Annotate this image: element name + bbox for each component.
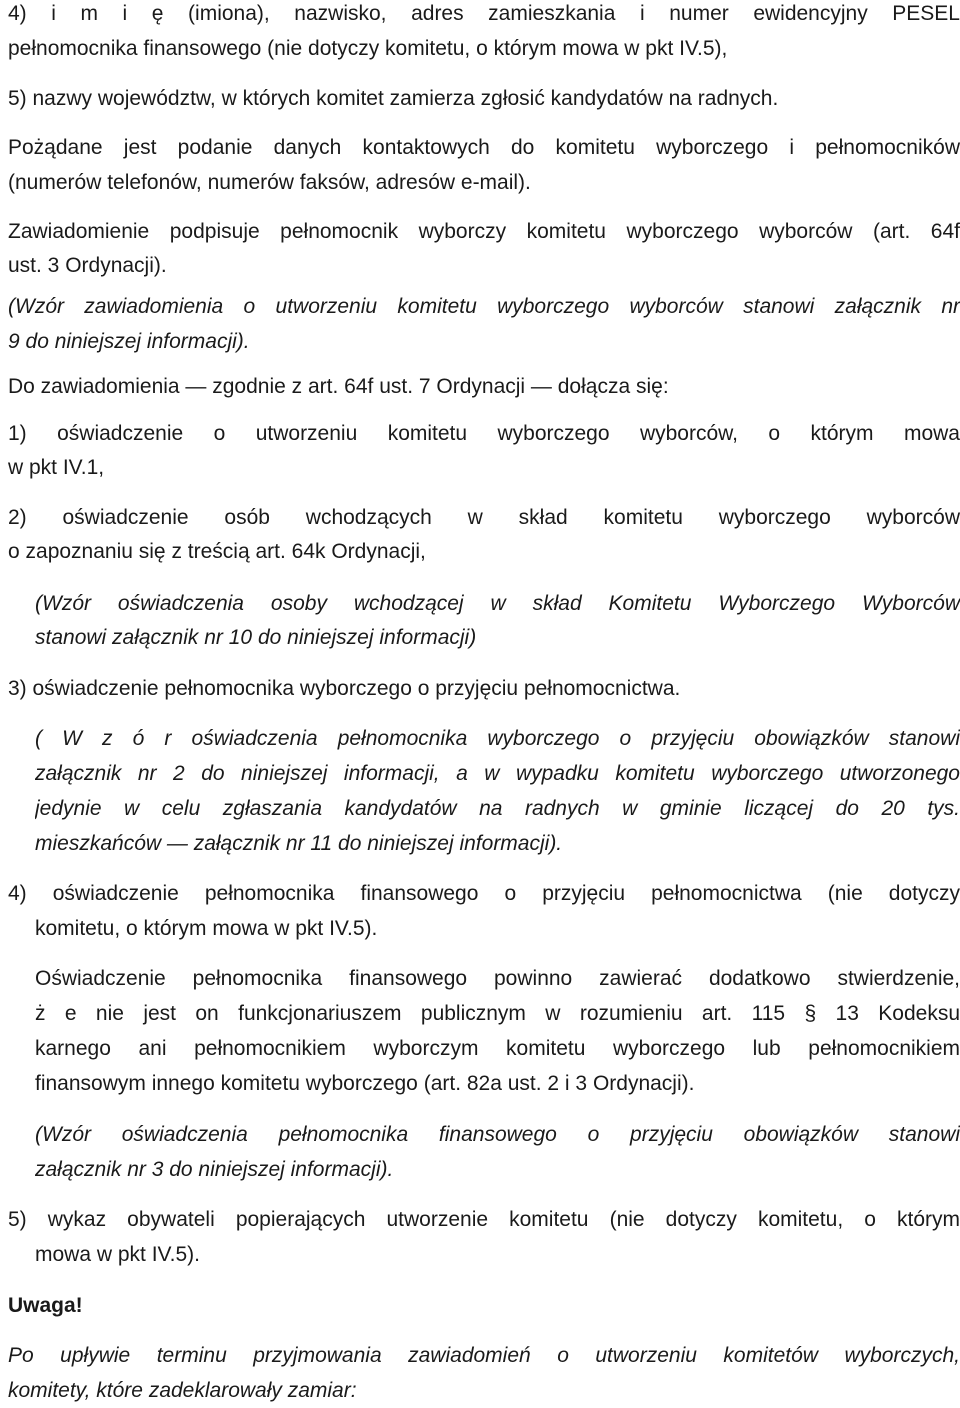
- text-line: 5) nazwy województw, w których komitet zamierza zgłosić kandydatów na radnych.: [8, 87, 779, 110]
- text-line: karnego ani pełnomocnikiem wyborczym komitetu wyborczego lub pełnomocnikiem: [35, 1037, 960, 1060]
- italic-line: Po upływie terminu przyjmowania zawiadomień o utworzeniu komitetów wyborczych,: [8, 1344, 960, 1367]
- italic-line: załącznik nr 2 do niniejszej informacji, a w wypadku komitetu wyborczego utworzonego: [35, 762, 960, 785]
- italic-line: załącznik nr 3 do niniejszej informacji).: [35, 1158, 394, 1181]
- italic-line: (Wzór oświadczenia pełnomocnika finansowego o przyjęciu obowiązków stanowi: [35, 1123, 960, 1146]
- text-line: Pożądane jest podanie danych kontaktowych do komitetu wyborczego i pełnomocników: [8, 136, 960, 159]
- list-item-continuation: komitetu, o którym mowa w pkt IV.5).: [35, 917, 378, 940]
- list-item: 1) oświadczenie o utworzeniu komitetu wyborczego wyborców, o którym mowa: [8, 422, 960, 445]
- text-line: ż e nie jest on funkcjonariuszem publicznym w rozumieniu art. 115 § 13 Kodeksu: [35, 1002, 960, 1025]
- italic-line: komitety, które zadeklarowały zamiar:: [8, 1379, 357, 1402]
- text-line: Oświadczenie pełnomocnika finansowego powinno zawierać dodatkowo stwierdzenie,: [35, 967, 960, 990]
- list-item-continuation: w pkt IV.1,: [8, 456, 105, 479]
- italic-line: (Wzór zawiadomienia o utworzeniu komitetu wyborczego wyborców stanowi załącznik nr: [8, 295, 960, 318]
- list-item: 3) oświadczenie pełnomocnika wyborczego o przyjęciu pełnomocnictwa.: [8, 677, 681, 700]
- italic-line: (Wzór oświadczenia osoby wchodzącej w skład Komitetu Wyborczego Wyborców: [35, 592, 960, 615]
- italic-line: ( W z ó r oświadczenia pełnomocnika wyborczego o przyjęciu obowiązków stanowi: [35, 727, 960, 750]
- italic-line: stanowi załącznik nr 10 do niniejszej informacji): [35, 626, 477, 649]
- text-line: 4) i m i ę (imiona), nazwisko, adres zamieszkania i numer ewidencyjny PESEL: [8, 2, 960, 25]
- list-item: 4) oświadczenie pełnomocnika finansowego o przyjęciu pełnomocnictwa (nie dotyczy: [8, 882, 960, 905]
- list-item-continuation: o zapoznaniu się z treścią art. 64k Ordynacji,: [8, 540, 426, 563]
- text-line: pełnomocnika finansowego (nie dotyczy komitetu, o którym mowa w pkt IV.5),: [8, 37, 728, 60]
- italic-line: jedynie w celu zgłaszania kandydatów na radnych w gminie liczącej do 20 tys.: [35, 797, 960, 820]
- italic-line: mieszkańców — załącznik nr 11 do niniejszej informacji).: [35, 832, 563, 855]
- text-line: ust. 3 Ordynacji).: [8, 254, 167, 277]
- warning-heading: Uwaga!: [8, 1294, 83, 1317]
- list-item-continuation: mowa w pkt IV.5).: [35, 1243, 200, 1266]
- list-item: 5) wykaz obywateli popierających utworzenie komitetu (nie dotyczy komitetu, o którym: [8, 1208, 960, 1231]
- text-line: Zawiadomienie podpisuje pełnomocnik wyborczy komitetu wyborczego wyborców (art. 64f: [8, 220, 960, 243]
- text-line: finansowym innego komitetu wyborczego (art. 82a ust. 2 i 3 Ordynacji).: [35, 1072, 695, 1095]
- text-line: Do zawiadomienia — zgodnie z art. 64f ust. 7 Ordynacji — dołącza się:: [8, 375, 669, 398]
- italic-line: 9 do niniejszej informacji).: [8, 330, 250, 353]
- text-line: (numerów telefonów, numerów faksów, adresów e-mail).: [8, 171, 531, 194]
- list-item: 2) oświadczenie osób wchodzących w skład komitetu wyborczego wyborców: [8, 506, 960, 529]
